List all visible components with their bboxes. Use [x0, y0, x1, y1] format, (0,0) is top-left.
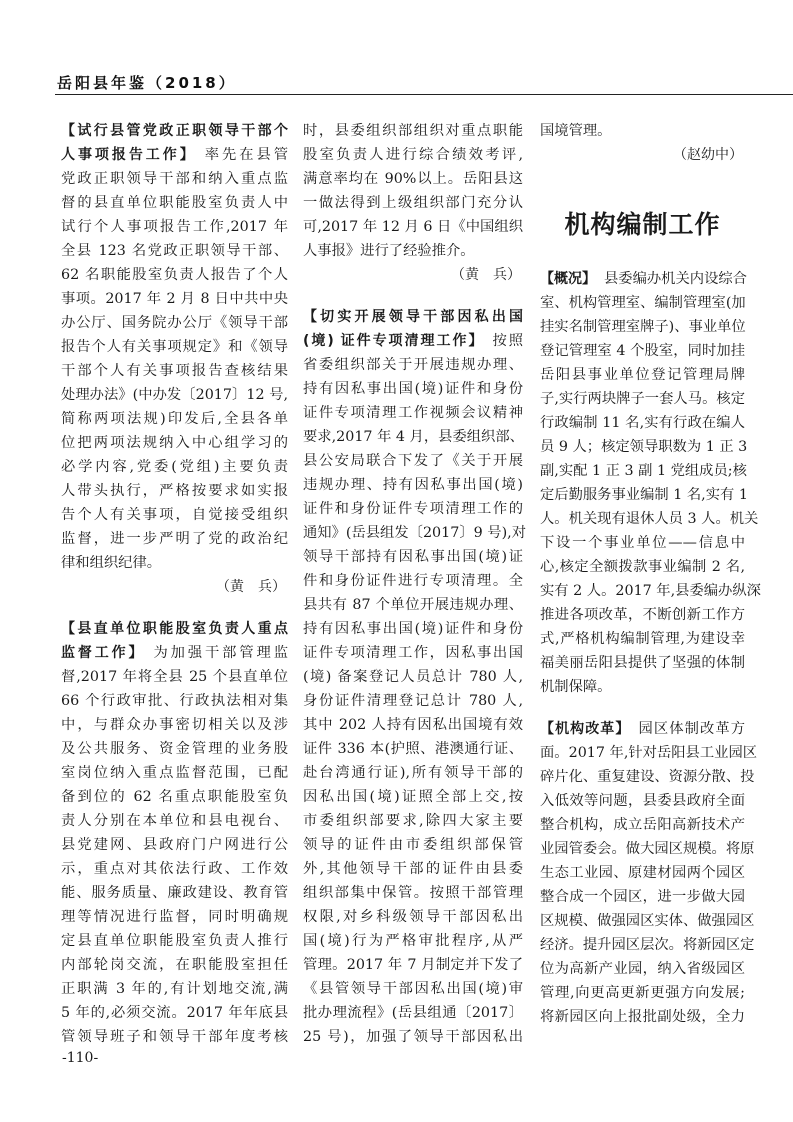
text-line: 登记管理室 4 个股室，同时加挂	[540, 343, 745, 359]
entry-text: 为加强干部管理监	[153, 645, 289, 661]
text-line: 式,严格机构编制管理,为建设幸	[540, 631, 745, 647]
text-line	[61, 119, 288, 143]
text-line: 正职满 3 年的,有计划地交流,满	[61, 981, 288, 997]
text-line	[303, 305, 523, 329]
entry-heading: 【县直单位职能股室负责人重点	[61, 621, 288, 637]
text-line: 一做法得到上级组织部门充分认	[303, 195, 523, 211]
entry-text: 园区体制改革方	[638, 721, 746, 737]
text-line: 领导的证件由市委组织部保管	[303, 837, 523, 853]
paragraph	[540, 717, 758, 1029]
text-line: 督,2017 年将全县 25 个县直单位	[61, 669, 288, 685]
text-line: 其中 202 人持有因私出国境有效	[303, 717, 523, 733]
text-line: 位把两项法规纳入中心组学习的	[61, 435, 288, 451]
text-line: 区规模、做强园区实体、做强园区	[540, 913, 755, 929]
text-line: 批办理流程》(岳县组通〔2017〕	[303, 1005, 523, 1021]
text-line: 管领导班子和领导干部年度考核	[61, 1029, 288, 1045]
entry-heading: 【试行县管党政正职领导干部个	[61, 123, 288, 139]
text-line: 违规办理、持有因私事出国(境)	[303, 477, 523, 493]
paragraph	[540, 119, 745, 143]
text-line: (境) 备案登记人员总计 780 人,	[303, 669, 523, 685]
text-line: 省委组织部关于开展违规办理、	[303, 357, 523, 373]
text-line: 赴台湾通行证),所有领导干部的	[303, 765, 523, 781]
text-line: 管理,向更高更新更强方向发展;	[540, 985, 745, 1001]
text-line: 生态工业园、原建材园两个园区	[540, 865, 745, 881]
text-line: 内部轮岗交流，在职能股室担任	[61, 957, 288, 973]
text-line: 人带头执行，严格按要求如实报	[61, 483, 288, 499]
text-line: 管理。2017 年 7 月制定并下发了	[303, 957, 523, 973]
text-line: 整合成一个园区，进一步做大园	[540, 889, 745, 905]
text-line: 实有 2 人。2017 年,县委编办纵深	[540, 583, 761, 599]
text-line: 员 9 人；核定领导职数为 1 正 3	[540, 439, 748, 455]
text-line: 下设一个事业单位——信息中	[540, 535, 745, 551]
section-spacer	[540, 699, 745, 717]
text-line: 室岗位纳入重点监督范围，已配	[61, 765, 288, 781]
text-line: 行政编制 11 名,实有行政在编人	[540, 415, 745, 431]
text-line: 定后勤服务事业编制 1 名,实有 1	[540, 487, 748, 503]
text-line: 件和身份证件进行专项清理。全	[303, 573, 523, 589]
text-line: 《县管领导干部因私出国(境)审	[303, 981, 523, 997]
text-line: 因私出国(境)证照全部上交,按	[303, 789, 523, 805]
text-line: 机制保障。	[540, 679, 612, 695]
paragraph	[303, 119, 523, 263]
section-spacer	[303, 287, 523, 305]
text-line	[540, 267, 745, 291]
text-line: 面。2017 年,针对岳阳县工业园区	[540, 745, 758, 761]
text-line: 经济。提升园区层次。将新园区定	[540, 937, 755, 953]
text-line: 5 年的,必须交流。2017 年年底县	[61, 1005, 288, 1021]
text-line	[303, 329, 523, 353]
text-line: 副,实配 1 正 3 副 1 党组成员;核	[540, 463, 747, 479]
text-line: 报告个人有关事项规定》和《领导	[61, 339, 288, 355]
entry-text: 按照	[492, 333, 524, 349]
text-line: 证件 336 本(护照、港澳通行证、	[303, 741, 523, 757]
text-line	[61, 617, 288, 641]
section-title: 机构编制工作	[564, 210, 721, 239]
text-line: 整合机构，成立岳阳高新技术产	[540, 817, 745, 833]
paragraph	[540, 267, 761, 699]
text-line: 身份证件清理登记总计 780 人,	[303, 693, 523, 709]
header-rule	[55, 94, 793, 95]
text-line: 持有因私事出国(境)证件和身份	[303, 621, 523, 637]
text-line: 处理办法》(中办发〔2017〕12 号,	[61, 387, 288, 403]
text-line: 室、机构管理室、编制管理室(加	[540, 295, 746, 311]
author-credit: （黄 兵）	[216, 579, 286, 595]
text-line: 县公安局联合下发了《关于开展	[303, 453, 523, 469]
text-line: 示，重点对其依法行政、工作效	[61, 861, 288, 877]
text-line: 人事报》进行了经验推介。	[303, 243, 475, 259]
text-line: 推进各项改革，不断创新工作方	[540, 607, 745, 623]
text-line: 干部个人有关事项报告查核结果	[61, 363, 288, 379]
text-line: 律和组织纪律。	[61, 555, 162, 571]
text-line: 及公共服务、资金管理的业务股	[61, 741, 288, 757]
text-line: 碎片化、重复建设、资源分散、投	[540, 769, 755, 785]
text-line: 党政正职领导干部和纳入重点监	[61, 171, 288, 187]
text-line: 满意率均在 90%以上。岳阳县这	[303, 171, 523, 187]
page-number: -110-	[62, 1050, 99, 1066]
running-header: 岳阳县年鉴（2018）	[57, 74, 237, 92]
text-line: 业园管委会。做大园区规模。将原	[540, 841, 755, 857]
text-line: 人。机关现有退休人员 3 人。机关	[540, 511, 759, 527]
text-line: 权限,对乡科级领导干部因私出	[303, 909, 523, 925]
author-credit: （黄 兵）	[451, 267, 521, 283]
text-line: 国(境)行为严格审批程序,从严	[303, 933, 523, 949]
text-line	[540, 717, 745, 741]
text-line: 县共有 87 个单位开展违规办理、	[303, 597, 523, 613]
paragraph	[303, 305, 526, 1049]
text-line: 25 号)，加强了领导干部因私出	[303, 1029, 523, 1045]
text-line: 福美丽岳阳县提供了坚强的体制	[540, 655, 745, 671]
text-line: 组织部集中保管。按照干部管理	[303, 885, 523, 901]
text-line: 心,核定全额拨款事业编制 2 名,	[540, 559, 745, 575]
author-credit: （赵幼中）	[673, 147, 743, 163]
text-line: 试行个人事项报告工作,2017 年	[61, 219, 288, 235]
text-line: 位为高新产业园，纳入省级园区	[540, 961, 745, 977]
text-line: 岳阳县事业单位登记管理局牌	[540, 367, 745, 383]
entry-heading: 【机构改革】	[540, 721, 631, 737]
text-line: 定县直单位职能股室负责人推行	[61, 933, 288, 949]
text-line: 理等情况进行监督，同时明确规	[61, 909, 288, 925]
text-line	[61, 641, 288, 665]
text-line: 领导干部持有因私事出国(境)证	[303, 549, 523, 565]
text-line: 简称两项法规)印发后,全县各单	[61, 411, 288, 427]
text-line: 监督，进一步严明了党的政治纪	[61, 531, 288, 547]
entry-heading: 【切实开展领导干部因私出国	[303, 309, 523, 325]
text-line: 通知》(岳县组发〔2017〕9 号),对	[303, 525, 526, 541]
text-line: 要求,2017 年 4 月，县委组织部、	[303, 429, 524, 445]
column-middle	[303, 119, 526, 1049]
text-line: 事项。2017 年 2 月 8 日中共中央	[61, 291, 288, 307]
text-line: 证件和身份证件专项清理工作的	[303, 501, 523, 517]
text-line: 外,其他领导干部的证件由县委	[303, 861, 523, 877]
text-line: 62 名职能股室负责人报告了个人	[61, 267, 288, 283]
text-line: 股室负责人进行综合绩效考评,	[303, 147, 523, 163]
paragraph	[61, 617, 288, 1049]
text-line: 中，与群众办事密切相关以及涉	[61, 717, 288, 733]
text-line: 市委组织部要求,除四大家主要	[303, 813, 523, 829]
text-line: 国境管理。	[540, 123, 612, 139]
text-line: 全县 123 名党政正职领导干部、	[61, 243, 288, 259]
entry-heading: 监督工作】	[61, 645, 146, 661]
text-line: 66 个行政审批、行政执法相对集	[61, 693, 288, 709]
paragraph	[61, 119, 288, 575]
text-line: 证件专项清理工作，因私事出国	[303, 645, 523, 661]
text-line: 证件专项清理工作视频会议精神	[303, 405, 523, 421]
text-line: 县党建网、县政府门户网进行公	[61, 837, 288, 853]
text-line: 可,2017 年 12 月 6 日《中国组织	[303, 219, 523, 235]
text-line: 挂实名制管理室牌子)、事业单位	[540, 319, 746, 335]
column-right	[540, 119, 761, 1029]
entry-heading: (境) 证件专项清理工作】	[303, 333, 485, 349]
entry-heading: 【概况】	[540, 271, 596, 287]
text-line: 办公厅、国务院办公厅《领导干部	[61, 315, 288, 331]
text-line: 时，县委组织部组织对重点职能	[303, 123, 523, 139]
entry-text: 率先在县管	[204, 147, 289, 163]
entry-text: 县委编办机关内设综合	[604, 271, 747, 287]
entry-heading: 人事项报告工作】	[61, 147, 197, 163]
text-line: 责人分别在本单位和县电视台、	[61, 813, 288, 829]
text-line: 告个人有关事项，自觉接受组织	[61, 507, 288, 523]
text-line: 子,实行两块牌子一套人马。核定	[540, 391, 745, 407]
text-line	[61, 143, 288, 167]
text-line: 必学内容,党委(党组)主要负责	[61, 459, 288, 475]
text-line: 能、服务质量、廉政建设、教育管	[61, 885, 288, 901]
section-spacer	[61, 599, 288, 617]
text-line: 备到位的 62 名重点职能股室负	[61, 789, 288, 805]
text-line: 督的县直单位职能股室负责人中	[61, 195, 288, 211]
text-line: 持有因私事出国(境)证件和身份	[303, 381, 523, 397]
text-line: 入低效等问题，县委县政府全面	[540, 793, 745, 809]
text-line: 将新园区向上报批副处级，全力	[540, 1009, 745, 1025]
column-left	[61, 119, 288, 1049]
